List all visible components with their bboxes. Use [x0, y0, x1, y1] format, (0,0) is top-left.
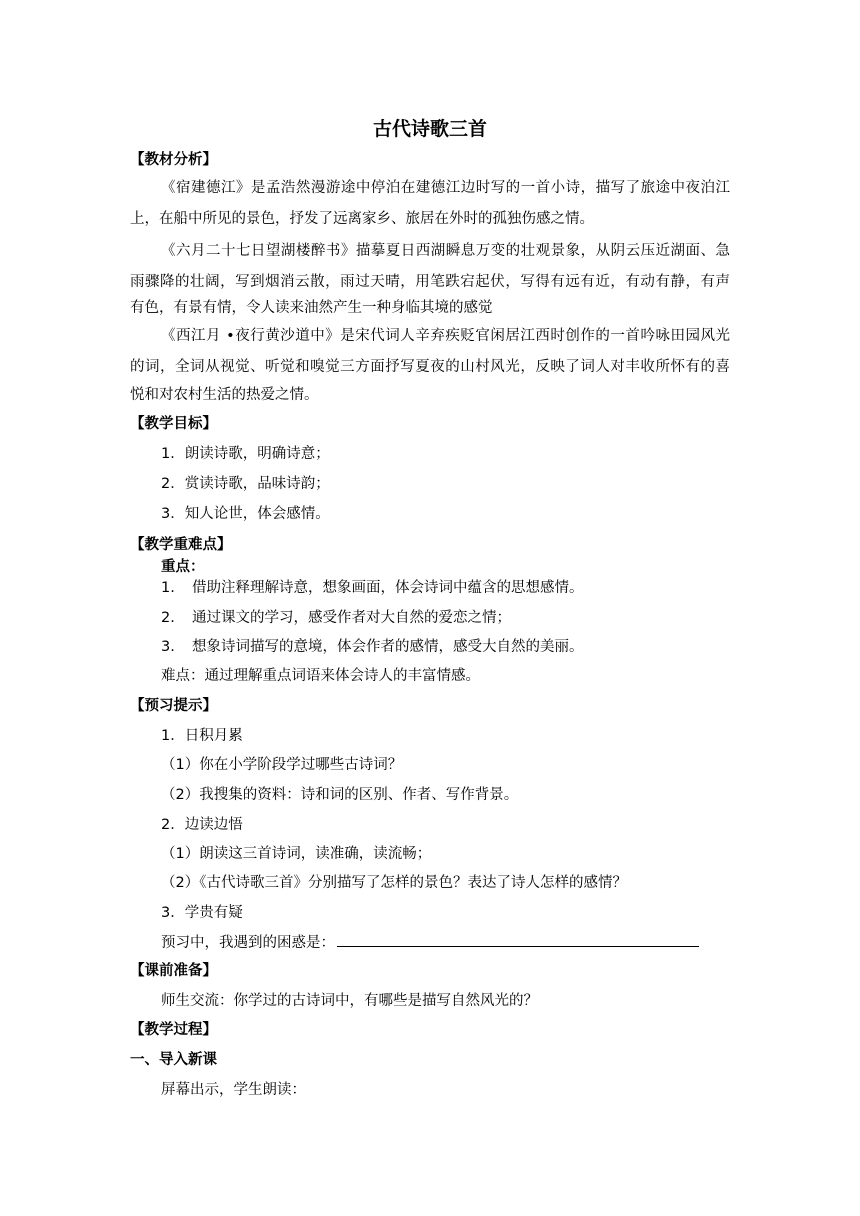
analysis-paragraph-2-line-1: 《六月二十七日望湖楼醉书》描摹夏日西湖瞬息万变的壮观景象，从阴云压近湖面、急 — [161, 243, 730, 259]
key-points-subheading: 重点： — [161, 559, 205, 575]
analysis-paragraph-1-line-2: 上，在船中所见的景色，抒发了远离家乡、旅居在外时的孤独伤感之情。 — [130, 211, 594, 227]
key-point-text: 通过课文的学习，感受作者对大自然的爱恋之情； — [192, 610, 511, 626]
key-point-number: 1. — [161, 580, 175, 596]
preview-question-line — [161, 932, 699, 953]
preview-item: 3．学贵有疑 — [161, 905, 243, 921]
analysis-paragraph-3-line-3: 悦和对农村生活的热爱之情。 — [130, 387, 319, 403]
section-heading-preview: 【预习提示】 — [130, 698, 217, 714]
answer-blank — [337, 932, 699, 947]
analysis-paragraph-1-line-1: 《宿建德江》是孟浩然漫游途中停泊在建德江边时写的一首小诗，描写了旅途中夜泊江 — [161, 180, 730, 196]
key-point-text: 想象诗词描写的意境，体会作者的感情，感受大自然的美丽。 — [192, 639, 584, 655]
analysis-paragraph-2-line-2: 雨骤降的壮阔，写到烟消云散，雨过天晴，用笔跌宕起伏，写得有远有近，有动有静，有声 — [130, 274, 730, 290]
difficulty-text: 难点：通过理解重点词语来体会诗人的丰富情感。 — [161, 668, 480, 684]
preview-subitem: （1）你在小学阶段学过哪些古诗词？ — [161, 757, 403, 773]
key-point-number: 3. — [161, 639, 175, 655]
process-step-heading: 一、导入新课 — [130, 1052, 217, 1068]
goal-item: 1．朗读诗歌，明确诗意； — [161, 446, 330, 462]
analysis-paragraph-2-line-3: 有色，有景有情，令人读来油然产生一种身临其境的感觉 — [130, 300, 493, 316]
preview-item: 1．日积月累 — [161, 728, 243, 744]
document-title: 古代诗歌三首 — [372, 118, 487, 140]
section-heading-analysis: 【教材分析】 — [130, 152, 217, 168]
section-heading-key-points: 【教学重难点】 — [130, 537, 232, 553]
analysis-paragraph-3-line-1: 《西江月 •夜行黄沙道中》是宋代词人辛弃疾贬官闲居江西时创作的一首吟咏田园风光 — [161, 328, 730, 344]
preview-subitem: （1）朗读这三首诗词，读准确，读流畅； — [161, 846, 432, 862]
preview-question-label: 预习中，我遇到的困惑是： — [161, 935, 335, 951]
section-heading-goals: 【教学目标】 — [130, 416, 217, 432]
preview-subitem: （2）我搜集的资料：诗和词的区别、作者、写作背景。 — [161, 787, 519, 803]
key-point-text: 借助注释理解诗意，想象画面，体会诗词中蕴含的思想感情。 — [192, 580, 584, 596]
preview-item: 2．边读边悟 — [161, 817, 243, 833]
section-heading-prep: 【课前准备】 — [130, 963, 217, 979]
goal-item: 2．赏读诗歌，品味诗韵； — [161, 476, 330, 492]
key-point-number: 2. — [161, 610, 175, 626]
preview-subitem: （2）《古代诗歌三首》分别描写了怎样的景色？表达了诗人怎样的感情？ — [161, 875, 627, 891]
prep-text: 师生交流：你学过的古诗词中，有哪些是描写自然风光的？ — [161, 993, 538, 1009]
analysis-paragraph-3-line-2: 的词，全词从视觉、听觉和嗅觉三方面抒写夏夜的山村风光，反映了词人对丰收所怀有的喜 — [130, 359, 730, 375]
section-heading-process: 【教学过程】 — [130, 1022, 217, 1038]
process-step-text: 屏幕出示，学生朗读： — [161, 1082, 306, 1098]
goal-item: 3．知人论世，体会感情。 — [161, 506, 330, 522]
